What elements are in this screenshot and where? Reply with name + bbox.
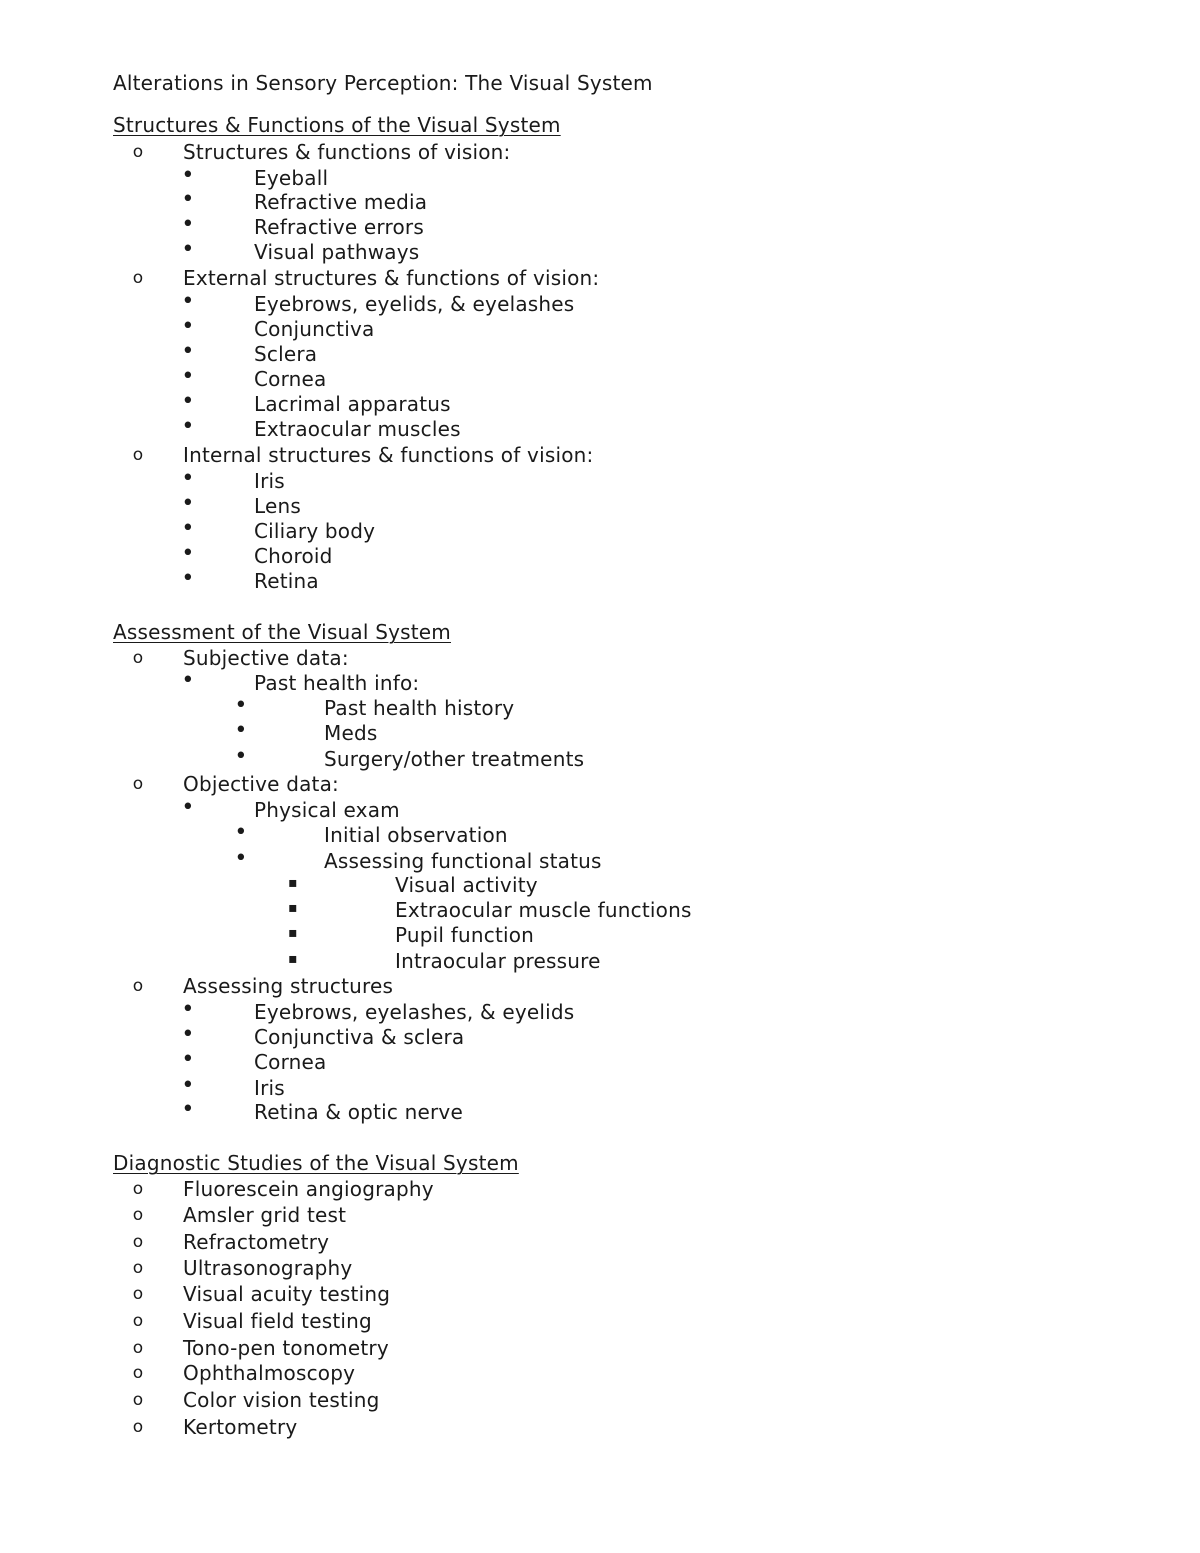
list-item-text: Eyebrows, eyelashes, & eyelids bbox=[254, 1000, 575, 1024]
list-item-text: Conjunctiva bbox=[254, 317, 375, 341]
bullet-dot-icon: • bbox=[181, 289, 195, 314]
list-item-text: Extraocular muscle functions bbox=[395, 898, 692, 922]
bullet-dot-icon: • bbox=[181, 364, 195, 389]
bullet-dot-icon: • bbox=[181, 389, 195, 414]
hollow-circle-bullet-icon: o bbox=[132, 1390, 144, 1410]
bullet-dot-icon: • bbox=[181, 1047, 195, 1072]
list-item-text: Iris bbox=[254, 469, 285, 493]
list-item-text: Sclera bbox=[254, 342, 318, 366]
bullet-dot-icon: • bbox=[181, 541, 195, 566]
list-item-text: Past health history bbox=[324, 696, 515, 720]
list-item-text: Meds bbox=[324, 721, 378, 745]
list-item-text: Physical exam bbox=[254, 798, 400, 822]
list-item-text: Ciliary body bbox=[254, 519, 376, 543]
list-item-text: Iris bbox=[254, 1076, 285, 1100]
list-item-text: Assessing structures bbox=[183, 974, 394, 998]
list-item-text: Visual acuity testing bbox=[183, 1282, 391, 1306]
hollow-circle-bullet-icon: o bbox=[132, 1284, 144, 1304]
bullet-dot-icon: • bbox=[234, 718, 248, 743]
section-heading: Assessment of the Visual System bbox=[113, 620, 451, 644]
list-item-text: Surgery/other treatments bbox=[324, 747, 585, 771]
list-item-text: Fluorescein angiography bbox=[183, 1177, 434, 1201]
bullet-dot-icon: • bbox=[234, 693, 248, 718]
list-item-text: Internal structures & functions of vision: bbox=[183, 443, 594, 467]
list-item-text: Past health info: bbox=[254, 671, 420, 695]
bullet-dot-icon: • bbox=[181, 314, 195, 339]
list-item-text: Visual field testing bbox=[183, 1309, 372, 1333]
hollow-circle-bullet-icon: o bbox=[132, 1417, 144, 1437]
list-item-text: Conjunctiva & sclera bbox=[254, 1025, 465, 1049]
list-item-text: Assessing functional status bbox=[324, 849, 602, 873]
list-item-text: Cornea bbox=[254, 367, 327, 391]
list-item-text: Cornea bbox=[254, 1050, 327, 1074]
bullet-dot-icon: • bbox=[234, 846, 248, 871]
list-item-text: External structures & functions of vision: bbox=[183, 266, 600, 290]
section-heading: Diagnostic Studies of the Visual System bbox=[113, 1151, 519, 1175]
bullet-dot-icon: • bbox=[181, 237, 195, 262]
bullet-dot-icon: • bbox=[181, 1073, 195, 1098]
bullet-dot-icon: • bbox=[181, 163, 195, 188]
square-bullet-icon: ▪ bbox=[288, 900, 298, 916]
bullet-dot-icon: • bbox=[181, 1097, 195, 1122]
hollow-circle-bullet-icon: o bbox=[132, 1363, 144, 1383]
square-bullet-icon: ▪ bbox=[288, 951, 298, 967]
hollow-circle-bullet-icon: o bbox=[132, 268, 144, 288]
list-item-text: Initial observation bbox=[324, 823, 508, 847]
list-item-text: Eyebrows, eyelids, & eyelashes bbox=[254, 292, 575, 316]
document-title: Alterations in Sensory Perception: The Visual System bbox=[113, 71, 653, 95]
hollow-circle-bullet-icon: o bbox=[132, 445, 144, 465]
list-item-text: Structures & functions of vision: bbox=[183, 140, 511, 164]
bullet-dot-icon: • bbox=[181, 187, 195, 212]
bullet-dot-icon: • bbox=[181, 997, 195, 1022]
bullet-dot-icon: • bbox=[181, 566, 195, 591]
bullet-dot-icon: • bbox=[234, 744, 248, 769]
list-item-text: Retina bbox=[254, 569, 319, 593]
hollow-circle-bullet-icon: o bbox=[132, 142, 144, 162]
list-item-text: Extraocular muscles bbox=[254, 417, 461, 441]
bullet-dot-icon: • bbox=[181, 414, 195, 439]
bullet-dot-icon: • bbox=[234, 820, 248, 845]
hollow-circle-bullet-icon: o bbox=[132, 648, 144, 668]
list-item-text: Visual activity bbox=[395, 873, 538, 897]
section-heading: Structures & Functions of the Visual System bbox=[113, 113, 561, 137]
hollow-circle-bullet-icon: o bbox=[132, 976, 144, 996]
list-item-text: Intraocular pressure bbox=[395, 949, 601, 973]
hollow-circle-bullet-icon: o bbox=[132, 1232, 144, 1252]
list-item-text: Objective data: bbox=[183, 772, 339, 796]
hollow-circle-bullet-icon: o bbox=[132, 774, 144, 794]
bullet-dot-icon: • bbox=[181, 491, 195, 516]
list-item-text: Subjective data: bbox=[183, 646, 349, 670]
list-item-text: Choroid bbox=[254, 544, 333, 568]
hollow-circle-bullet-icon: o bbox=[132, 1311, 144, 1331]
list-item-text: Eyeball bbox=[254, 166, 329, 190]
list-item-text: Retina & optic nerve bbox=[254, 1100, 463, 1124]
bullet-dot-icon: • bbox=[181, 466, 195, 491]
bullet-dot-icon: • bbox=[181, 339, 195, 364]
list-item-text: Color vision testing bbox=[183, 1388, 380, 1412]
list-item-text: Refractometry bbox=[183, 1230, 330, 1254]
hollow-circle-bullet-icon: o bbox=[132, 1179, 144, 1199]
list-item-text: Refractive media bbox=[254, 190, 428, 214]
hollow-circle-bullet-icon: o bbox=[132, 1338, 144, 1358]
bullet-dot-icon: • bbox=[181, 212, 195, 237]
list-item-text: Ophthalmoscopy bbox=[183, 1361, 356, 1385]
bullet-dot-icon: • bbox=[181, 516, 195, 541]
list-item-text: Tono-pen tonometry bbox=[183, 1336, 389, 1360]
square-bullet-icon: ▪ bbox=[288, 925, 298, 941]
bullet-dot-icon: • bbox=[181, 1022, 195, 1047]
list-item-text: Amsler grid test bbox=[183, 1203, 347, 1227]
bullet-dot-icon: • bbox=[181, 668, 195, 693]
bullet-dot-icon: • bbox=[181, 795, 195, 820]
hollow-circle-bullet-icon: o bbox=[132, 1205, 144, 1225]
hollow-circle-bullet-icon: o bbox=[132, 1258, 144, 1278]
list-item-text: Ultrasonography bbox=[183, 1256, 353, 1280]
list-item-text: Lacrimal apparatus bbox=[254, 392, 451, 416]
list-item-text: Refractive errors bbox=[254, 215, 424, 239]
list-item-text: Lens bbox=[254, 494, 301, 518]
square-bullet-icon: ▪ bbox=[288, 875, 298, 891]
list-item-text: Visual pathways bbox=[254, 240, 420, 264]
list-item-text: Pupil function bbox=[395, 923, 535, 947]
list-item-text: Kertometry bbox=[183, 1415, 298, 1439]
